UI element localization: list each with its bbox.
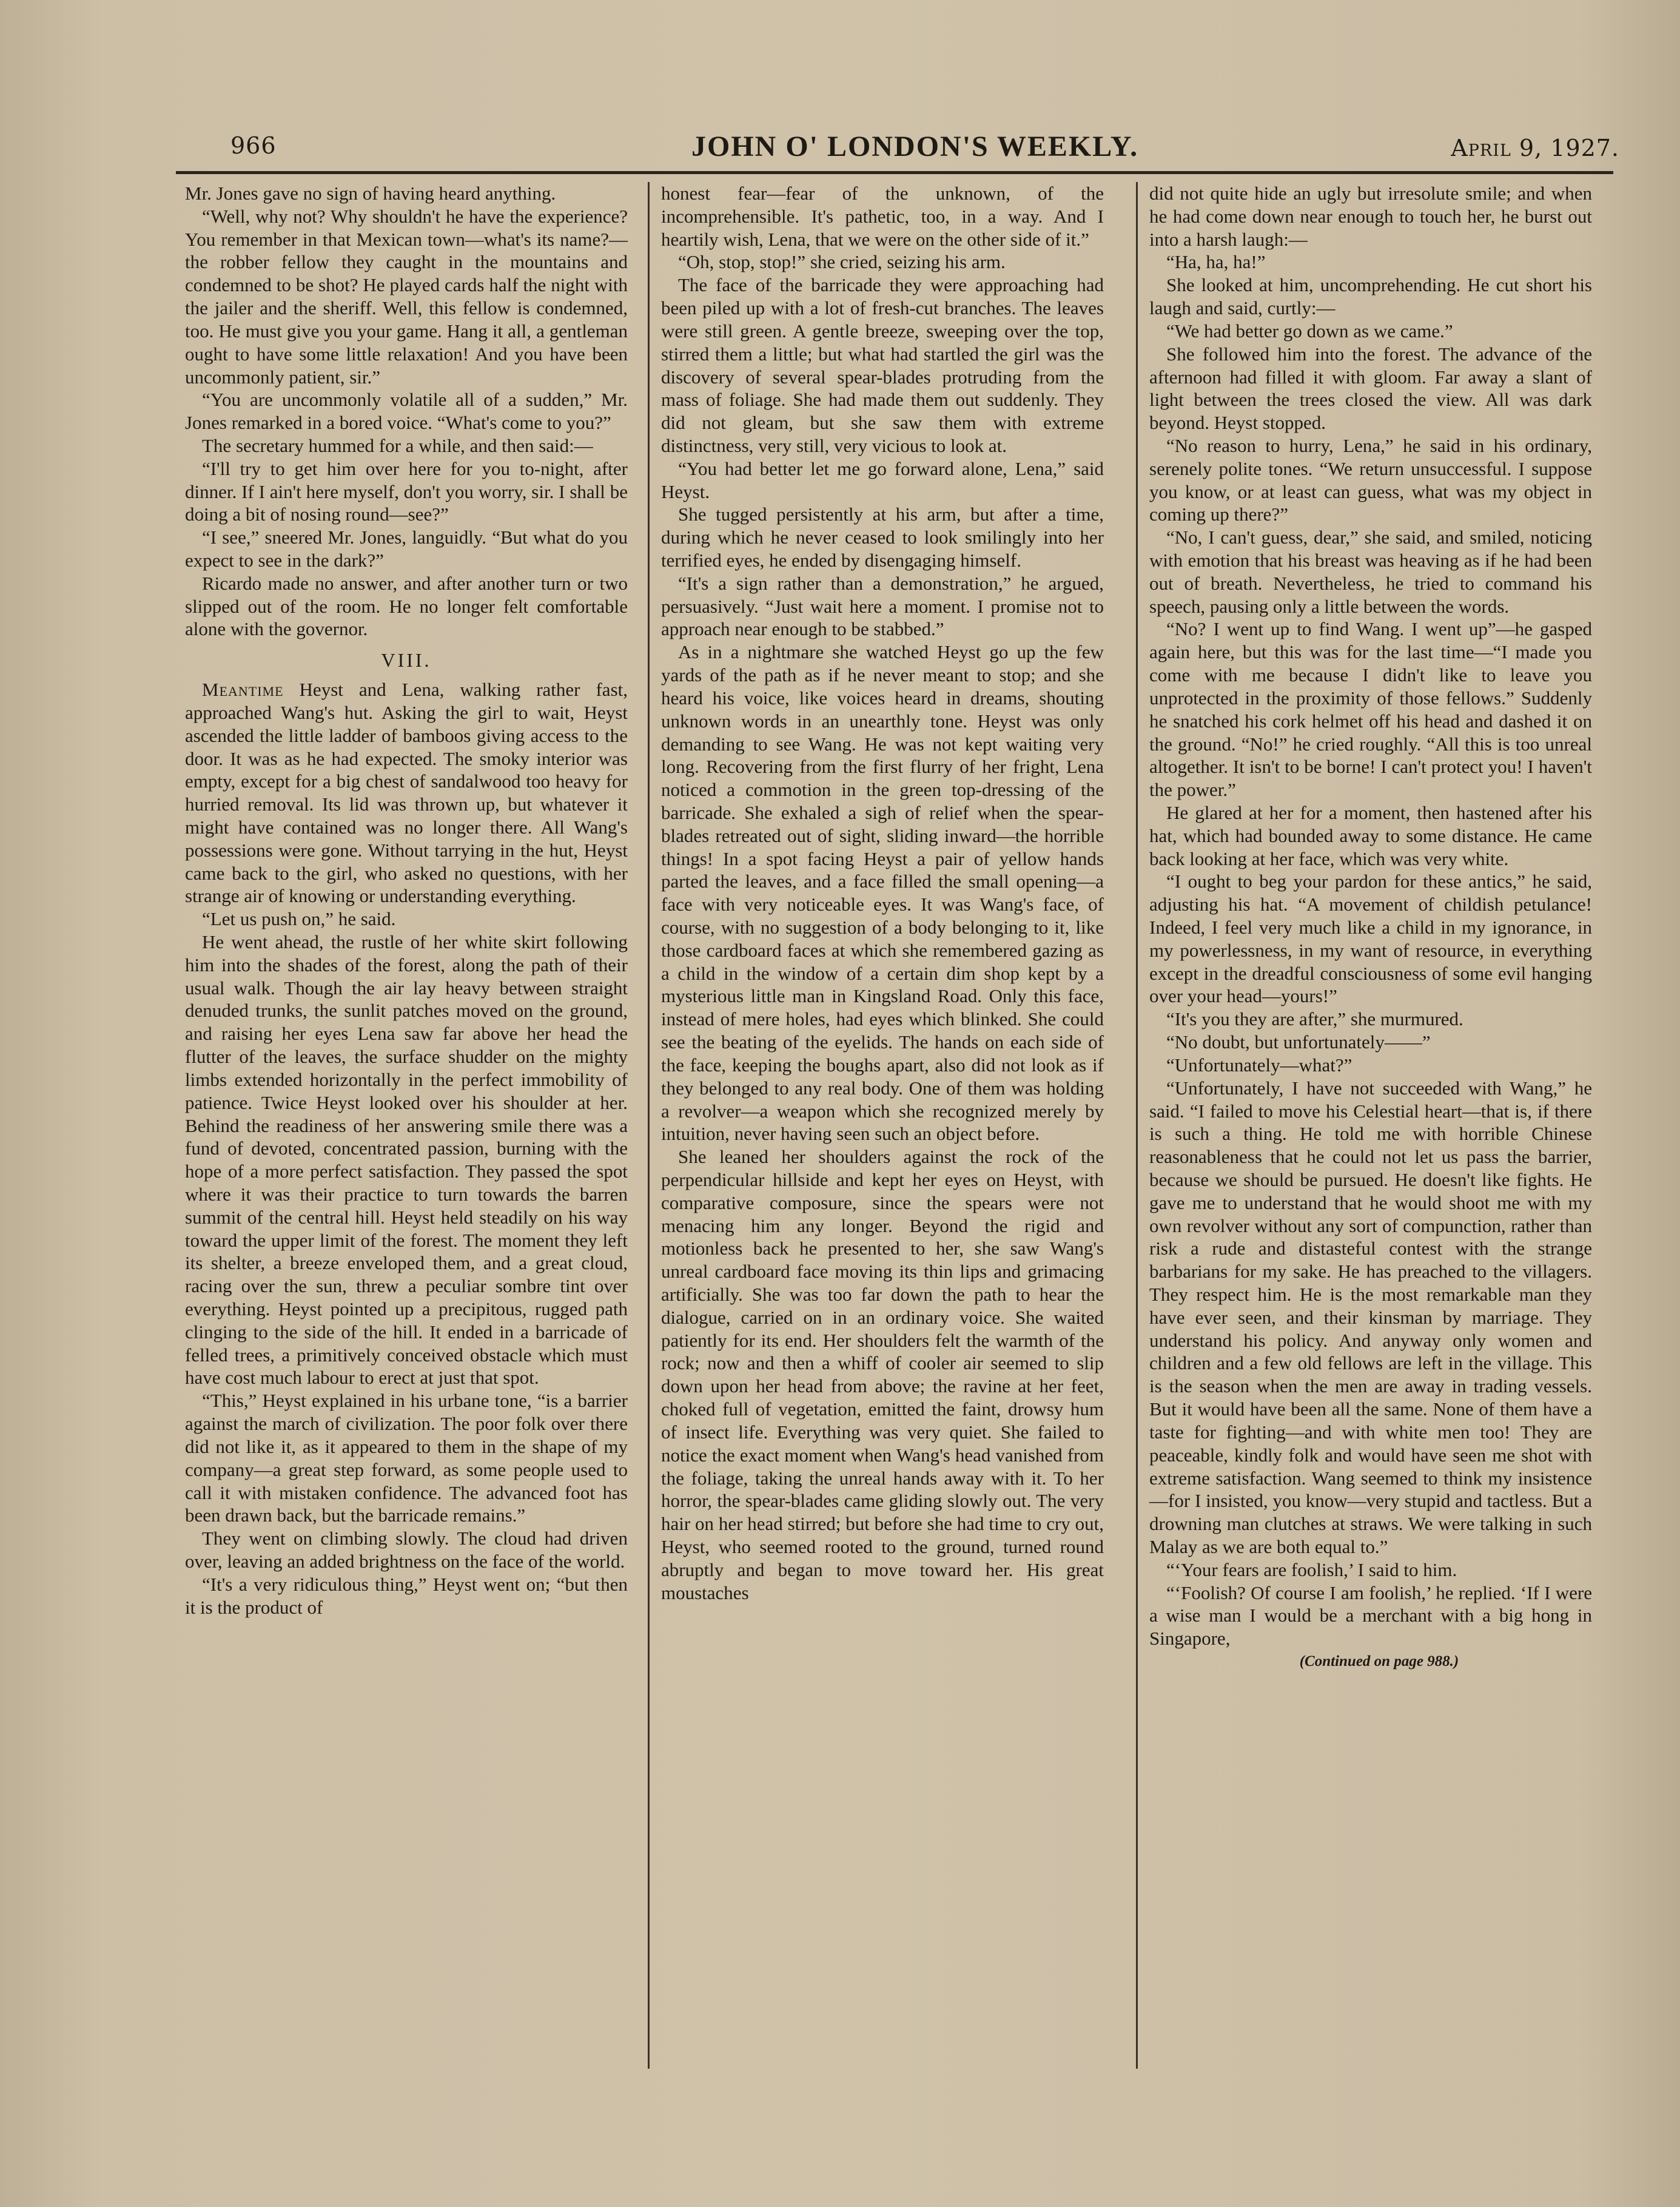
paragraph: “Unfortunately—what?” (1166, 1054, 1352, 1076)
paragraph: did not quite hide an ugly but irresolute smile; and when he had come down near enough to touch her, he burst out into a harsh laugh:— (1149, 183, 1592, 250)
paragraph: “No reason to hurry, Lena,” he said in his ordinary, serenely polite tones. “We return unsuccessful. I suppose you know, or at least can guess, what was my object in coming up there?” (1149, 434, 1592, 525)
paragraph: She looked at him, uncomprehending. He cut short his laugh and said, curtly:— (1149, 274, 1592, 319)
continued-note: (Continued on page 988.) (1299, 1653, 1459, 1670)
column-rule (1136, 182, 1138, 2069)
paragraph: “You are uncommonly volatile all of a sudden,” Mr. Jones remarked in a bored voice. “What's come to you?” (185, 389, 628, 434)
page-number: 966 (230, 132, 277, 159)
paragraph: Ricardo made no answer, and after another turn or two slipped out of the room. He no longer felt comfortable alone with the governor. (185, 572, 628, 640)
paragraph: She leaned her shoulders against the rock of the perpendicular hillside and kept her eyes on Heyst, with comparative composure, since the spears were not menacing him any longer. Beyond the rigid and motionless back he presented to her, she saw Wang's unreal cardboard face moving its thin lips and grimacing artificially. She was too far down the path to hear the dialogue, carried on in an ordinary voice. She waited patiently for its end. Her shoulders felt the warmth of the rock; now and then a whiff of cooler air seemed to slip down upon her head from above; the ravine at her feet, choked full of vegetation, emitted the faint, drowsy hum of insect life. Everything was very quiet. She failed to notice the exact moment when Wang's head vanished from the foliage, taking the unreal hands away with it. To her horror, the spear-blades came gliding slowly out. The very hair on her head stirred; but before she had time to cry out, Heyst, who seemed rooted to the ground, turned round abruptly and began to move toward her. His great moustaches (661, 1146, 1104, 1603)
paragraph: “It's you they are after,” she murmured. (1166, 1008, 1463, 1030)
paragraph: “Well, why not? Why shouldn't he have the experience? You remember in that Mexican town—what's its name?—the robber fellow they caught in the mountains and condemned to be shot? He played cards half the night with the jailer and the sheriff. Well, this fellow is condemned, too. He must give you your game. Hang it all, a gentleman ought to have some little relaxation! And you have been uncommonly patient, sir.” (185, 205, 628, 388)
paragraph: “‘Foolish? Of course I am foolish,’ he replied. ‘If I were a wise man I would be a merchant with a big hong in Singapore, (1149, 1582, 1592, 1649)
paragraph: “Oh, stop, stop!” she cried, seizing his arm. (678, 251, 1006, 273)
paragraph: “Unfortunately, I have not succeeded with Wang,” he said. “I failed to move his Celestial heart—that is, if there is such a thing. He told me with horrible Chinese reasonableness that he could not let us pass the barrier, because we should be pursued. He doesn't like fights. He gave me to understand that he would shoot me with my own revolver without any sort of compunction, rather than risk a rude and distasteful contest with the strange barbarians for my sake. He has preached to the villagers. They respect him. He is the most remarkable man they have ever seen, and their kinsman by marriage. They understand his policy. And anyway only women and children and a few old fellows are left in the village. This is the season when the men are away in trading vessels. But it would have been all the same. None of them have a taste for fighting—and with white men too! They are peaceable, kindly folk and would have seen me shot with extreme satisfaction. Wang seemed to think my insistence—for I insisted, you know—very stupid and tactless. But a drowning man clutches at straws. We were talking in such Malay as we are both equal to.” (1149, 1077, 1592, 1557)
paragraph: “It's a sign rather than a demonstration,” he argued, persuasively. “Just wait here a moment. I promise not to approach near enough to be stabbed.” (661, 572, 1104, 640)
page-header (230, 121, 1619, 170)
text-column-2 (661, 182, 1104, 1604)
paragraph: “No, I can't guess, dear,” she said, and smiled, noticing with emotion that his breast was heaving as if he had been out of breath. Nevertheless, he tried to command his speech, pausing only a little between the words. (1149, 527, 1592, 617)
issue-date: April 9, 1927. (1451, 135, 1619, 161)
paragraph: She followed him into the forest. The advance of the afternoon had filled it with gloom. Far away a slant of light between the trees closed the view. All was dark beyond. Heyst stopped. (1149, 343, 1592, 434)
paragraph: She tugged persistently at his arm, but after a time, during which he never ceased to look smilingly into her terrified eyes, he ended by disengaging himself. (661, 504, 1104, 571)
chapter-opening-text: Heyst and Lena, walking rather fast, approached Wang's hut. Asking the girl to wait, Heyst ascended the little ladder of bamboos giving access to the door. It was as he had expected. The smoky interior was empty, except for a big chest of sandalwood too heavy for hurried removal. Its lid was thrown up, but whatever it might have contained was no longer there. All Wang's possessions were gone. Without tarrying in the hut, Heyst came back to the girl, who asked no questions, with her strange air of knowing or understanding everything. (185, 679, 628, 907)
header-rule (176, 171, 1613, 174)
column-rule (648, 182, 650, 2069)
paragraph: He glared at her for a moment, then hastened after his hat, which had bounded away to some distance. He came back looking at her face, which was very white. (1149, 801, 1592, 869)
chapter-lead-word: Meantime (202, 679, 284, 701)
paragraph: The face of the barricade they were approaching had been piled up with a lot of fresh-cut branches. The leaves were still green. A gentle breeze, sweeping over the top, stirred them a little; but what had startled the girl was the discovery of several spear-blades protruding from the mass of foliage. She had made them out suddenly. They did not gleam, but she saw them with extreme distinctness, very still, very vicious to look at. (661, 274, 1104, 456)
paragraph: He went ahead, the rustle of her white skirt following him into the shades of the forest, along the path of their usual walk. Though the air lay heavy between straight denuded trunks, the sunlit patches moved on the ground, and raising her eyes Lena saw far above her head the flutter of the leaves, the surface shudder on the mighty limbs extended horizontally in the perfect immobility of patience. Twice Heyst looked over his shoulder at her. Behind the readiness of her answering smile there was a fund of devoted, concentrated passion, burning with the hope of a more perfect satisfaction. They passed the spot where it was their practice to turn towards the barren summit of the central hill. Heyst held steadily on his way toward the upper limit of the forest. The moment they left its shelter, a breeze enveloped them, and a great cloud, racing over the sun, threw a peculiar sombre tint over everything. Heyst pointed up a precipitous, rugged path clinging to the side of the hill. It ended in a barricade of felled trees, a primitively conceived obstacle which must have cost much labour to erect at just that spot. (185, 931, 628, 1389)
paragraph: “No? I went up to find Wang. I went up”—he gasped again here, but this was for the last time—“I made you come with me because I didn't like to leave you unprotected in the proximity of those fellows.” Suddenly he snatched his cork helmet off his head and dashed it on the ground. “No!” he cried roughly. “All this is too unreal altogether. It isn't to be borne! I can't protect you! I haven't the power.” (1149, 618, 1592, 801)
paragraph: “No doubt, but unfortunately——” (1166, 1031, 1431, 1053)
paragraph: “I see,” sneered Mr. Jones, languidly. “But what do you expect to see in the dark?” (185, 527, 628, 571)
chapter-opening-paragraph (185, 678, 628, 908)
paragraph: “I'll try to get him over here for you to-night, after dinner. If I ain't here myself, don't you worry, sir. I shall be doing a bit of nosing round—see?” (185, 457, 628, 525)
paragraph: “‘Your fears are foolish,’ I said to him. (1166, 1558, 1457, 1580)
paragraph: They went on climbing slowly. The cloud had driven over, leaving an added brightness on the face of the world. (185, 1528, 628, 1572)
paragraph: “I ought to beg your pardon for these antics,” he said, adjusting his hat. “A movement of childish petulance! Indeed, I feel very much like a child in my ignorance, in my powerlessness, in my want of resource, in everything except in the dreadful consciousness of some evil hanging over your head—yours!” (1149, 871, 1592, 1007)
journal-title: JOHN O' LONDON'S WEEKLY. (691, 130, 1139, 163)
chapter-heading: VIII. (381, 649, 432, 672)
text-column-3 (1149, 182, 1592, 1673)
paragraph: “Let us push on,” he said. (202, 908, 396, 930)
paragraph: “It's a very ridiculous thing,” Heyst went on; “but then it is the product of (185, 1573, 628, 1618)
text-column-1 (185, 182, 628, 1619)
paragraph: “You had better let me go forward alone, Lena,” said Heyst. (661, 457, 1104, 502)
paragraph: “We had better go down as we came.” (1166, 320, 1453, 342)
paragraph: “This,” Heyst explained in his urbane tone, “is a barrier against the march of civilization. The poor folk over there did not like it, as it appeared to them in the shape of my company—a great step forward, as some people used to call it with mistaken confidence. The advanced foot has been drawn back, but the barricade remains.” (185, 1390, 628, 1526)
paragraph: Mr. Jones gave no sign of having heard anything. (185, 183, 556, 204)
paragraph: “Ha, ha, ha!” (1166, 251, 1266, 273)
paragraph: honest fear—fear of the unknown, of the incomprehensible. It's pathetic, too, in a way. And I heartily wish, Lena, that we were on the other side of it.” (661, 183, 1104, 250)
paragraph: As in a nightmare she watched Heyst go up the few yards of the path as if he never meant to stop; and she heard his voice, like voices heard in dreams, shouting unknown words in an unearthly tone. Heyst was only demanding to see Wang. He was not kept waiting very long. Recovering from the first flurry of her fright, Lena noticed a commotion in the green top-dressing of the barricade. She exhaled a sigh of relief when the spear-blades retreated out of sight, sliding inward—the horrible things! In a spot facing Heyst a pair of yellow hands parted the leaves, and a face filled the small opening—a face with very noticeable eyes. It was Wang's face, of course, with no suggestion of a body belonging to it, like those cardboard faces at which she remembered gazing as a child in the window of a certain dim shop kept by a mysterious little man in Kingsland Road. Only this face, instead of mere holes, had eyes which blinked. She could see the beating of the eyelids. The hands on each side of the face, keeping the boughs apart, also did not look as if they belonged to any real body. One of them was holding a revolver—a weapon which she recognized merely by intuition, never having seen such an object before. (661, 641, 1104, 1145)
paragraph: The secretary hummed for a while, and then said:— (202, 434, 593, 456)
